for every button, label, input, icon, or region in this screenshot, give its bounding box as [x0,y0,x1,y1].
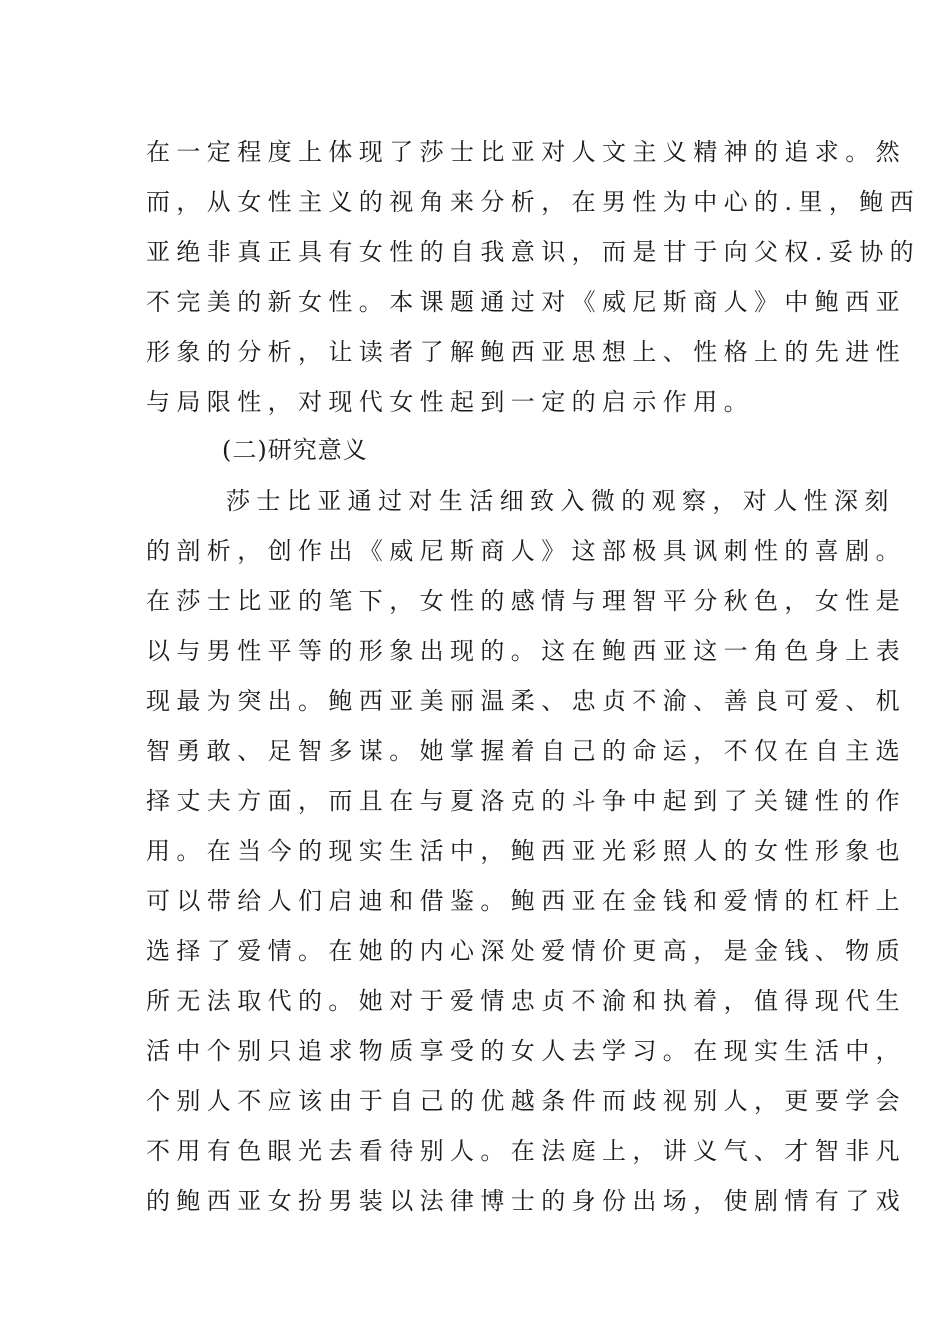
text-line: 不用有色眼光去看待别人。在法庭上，讲义气、才智非凡 [146,1137,906,1165]
text-line: 形象的分析，让读者了解鲍西亚思想上、性格上的先进性 [146,338,906,366]
text-line: 的鲍西亚女扮男装以法律博士的身份出场，使剧情有了戏 [146,1187,906,1215]
section-heading: (二)研究意义 [222,436,368,464]
text-line: 与局限性，对现代女性起到一定的启示作用。 [146,388,754,416]
text-line: 在莎士比亚的笔下，女性的感情与理智平分秋色，女性是 [146,587,906,615]
text-line: 个别人不应该由于自己的优越条件而歧视别人，更要学会 [146,1087,906,1115]
text-line: 可以带给人们启迪和借鉴。鲍西亚在金钱和爱情的杠杆上 [146,887,906,915]
text-line: 择丈夫方面，而且在与夏洛克的斗争中起到了关键性的作 [146,787,906,815]
text-line: 现最为突出。鲍西亚美丽温柔、忠贞不渝、善良可爱、机 [146,687,906,715]
text-line: 莎士比亚通过对生活细致入微的观察，对人性深刻 [226,487,895,515]
text-line: 选择了爱情。在她的内心深处爱情价更高，是金钱、物质 [146,937,906,965]
text-line: 的剖析，创作出《威尼斯商人》这部极具讽刺性的喜剧。 [146,537,906,565]
text-line: 活中个别只追求物质享受的女人去学习。在现实生活中， [146,1037,906,1065]
text-line: 以与男性平等的形象出现的。这在鲍西亚这一角色身上表 [146,637,906,665]
text-line: 而，从女性主义的视角来分析，在男性为中心的.里，鲍西 [146,188,921,216]
text-line: 在一定程度上体现了莎士比亚对人文主义精神的追求。然 [146,138,906,166]
text-line: 不完美的新女性。本课题通过对《威尼斯商人》中鲍西亚 [146,288,906,316]
text-line: 用。在当今的现实生活中，鲍西亚光彩照人的女性形象也 [146,837,906,865]
text-line: 智勇敢、足智多谋。她掌握着自己的命运，不仅在自主选 [146,737,906,765]
text-line: 亚绝非真正具有女性的自我意识，而是甘于向父权.妥协的 [146,238,921,266]
text-line: 所无法取代的。她对于爱情忠贞不渝和执着，值得现代生 [146,987,906,1015]
